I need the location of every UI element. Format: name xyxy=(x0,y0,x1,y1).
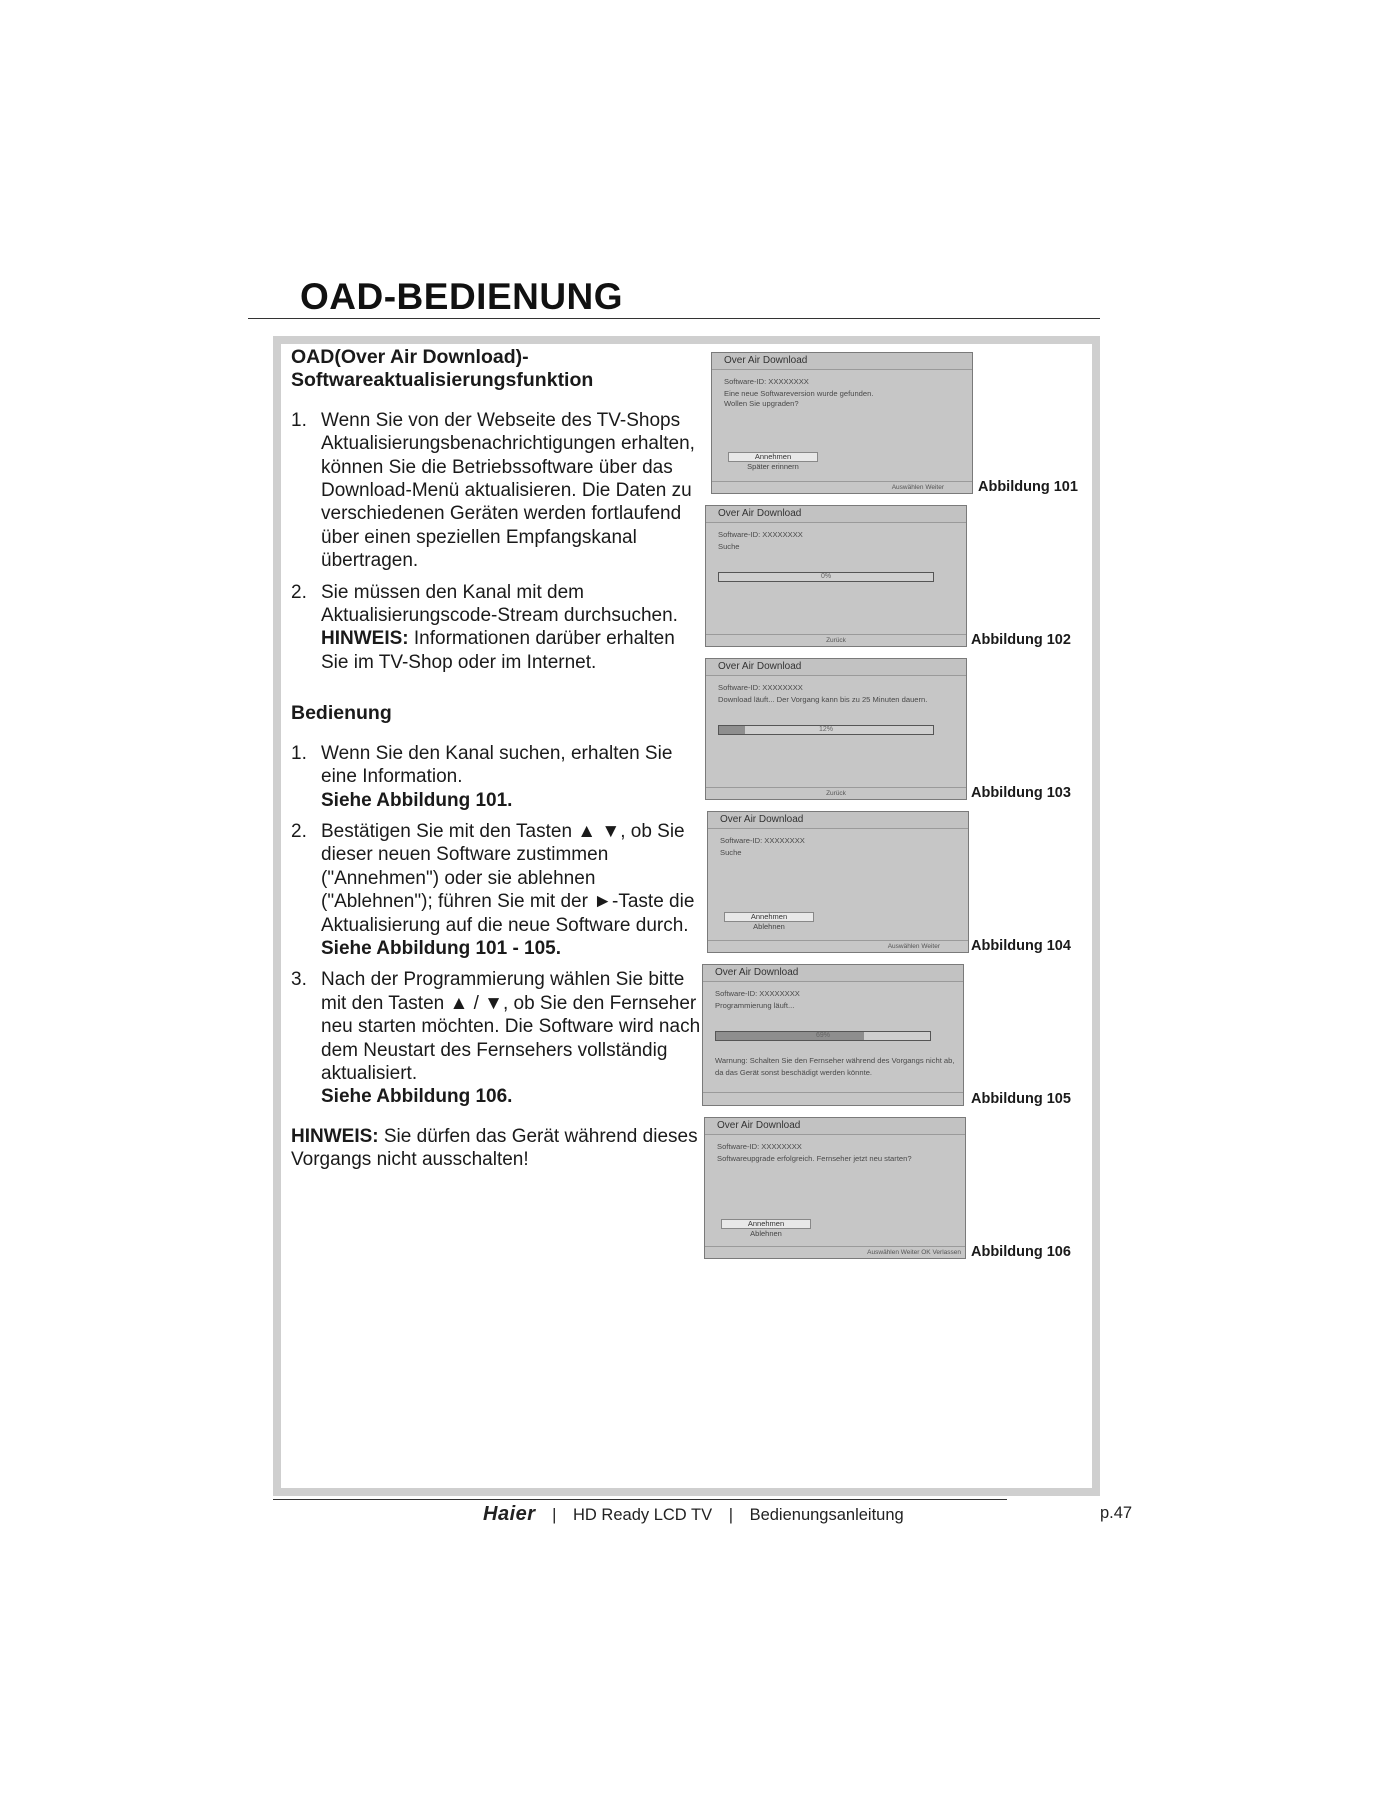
intro-heading: OAD(Over Air Download)- Softwareaktualisierungsfunktion xyxy=(291,346,594,392)
decline-button[interactable]: Ablehnen xyxy=(753,922,785,931)
oad-screen-104: Over Air Download Software-ID: XXXXXXXX Suche Annehmen Ablehnen Auswählen Weiter xyxy=(707,811,969,953)
screen-header: Over Air Download xyxy=(703,965,963,982)
footer-divider xyxy=(273,1499,1007,1500)
oad-screen-105: Over Air Download Software-ID: XXXXXXXX Programmierung läuft... 69% Warnung: Schalten Sie den Fernseher während des Vorgangs nicht ab, da das Gerät sonst beschädigt werden könnte. xyxy=(702,964,964,1106)
screen-header: Over Air Download xyxy=(706,659,966,676)
warning-text: Warnung: Schalten Sie den Fernseher während des Vorgangs nicht ab, da das Gerät sonst beschädigt werden könnte. xyxy=(715,1056,955,1077)
oad-screen-106: Over Air Download Software-ID: XXXXXXXX Softwareupgrade erfolgreich. Fernseher jetzt neu starten? Annehmen Ablehnen Auswählen Weiter OK Verlassen xyxy=(704,1117,966,1259)
oad-screen-101: Over Air Download Software-ID: XXXXXXXX Eine neue Softwareversion wurde gefunden. Wollen Sie upgraden? Annehmen Später erinnern Auswählen Weiter xyxy=(711,352,973,494)
note-label: HINWEIS: xyxy=(321,628,409,650)
intro-list xyxy=(291,409,701,674)
figure-reference: Siehe Abbildung 101. xyxy=(321,789,513,811)
progress-bar: 12% xyxy=(718,725,934,735)
page-title: OAD-BEDIENUNG xyxy=(300,276,624,317)
screen-footer: Auswählen Weiter xyxy=(712,481,972,493)
progress-bar: 0% xyxy=(718,572,934,582)
title-divider xyxy=(248,318,1100,319)
product-name: HD Ready LCD TV xyxy=(573,1506,713,1524)
figure-caption: Abbildung 104 xyxy=(971,938,1071,954)
decline-button[interactable]: Ablehnen xyxy=(750,1229,782,1238)
progress-bar: 69% xyxy=(715,1031,931,1041)
list-item: 2. Sie müssen den Kanal mit dem Aktualisierungscode-Stream durchsuchen. HINWEIS: Informationen darüber erhalten Sie im TV-Shop oder im Internet. xyxy=(291,581,678,673)
remind-later-button[interactable]: Später erinnern xyxy=(747,462,799,471)
list-item: 3. Nach der Programmierung wählen Sie bitte mit den Tasten ▲ / ▼, ob Sie den Fernseher neu starten möchten. Die Software wird nach dem Neustart des Fernsehers vollständig aktualisiert. Siehe Abbildung 106. xyxy=(291,969,701,1108)
operation-heading: Bedienung xyxy=(291,702,392,725)
screen-header: Over Air Download xyxy=(705,1118,965,1135)
list-item: 1. Wenn Sie den Kanal suchen, erhalten Sie eine Information. Siehe Abbildung 101. xyxy=(291,742,673,811)
screen-header: Over Air Download xyxy=(706,506,966,523)
final-note: HINWEIS: Sie dürfen das Gerät während dieses Vorgangs nicht ausschalten! xyxy=(291,1125,698,1171)
oad-screen-102: Over Air Download Software-ID: XXXXXXXX Suche 0% Zurück xyxy=(705,505,967,647)
accept-button[interactable]: Annehmen xyxy=(721,1219,811,1229)
screen-header: Over Air Download xyxy=(708,812,968,829)
accept-button[interactable]: Annehmen xyxy=(724,912,814,922)
accept-button[interactable]: Annehmen xyxy=(728,452,818,462)
figure-caption: Abbildung 106 xyxy=(971,1244,1071,1260)
page-number: p.47 xyxy=(1100,1504,1133,1522)
text-column xyxy=(291,346,701,1172)
brand-logo: Haier xyxy=(483,1503,536,1525)
screen-footer: Auswählen Weiter xyxy=(708,940,968,952)
list-item: 2. Bestätigen Sie mit den Tasten ▲ ▼, ob Sie dieser neuen Software zustimmen ("Annehmen") oder sie ablehnen ("Ablehnen"); führen Sie mit der ►-Taste die Aktualisierung auf die neue Software durch. Siehe Abbildung 101 - 105. xyxy=(291,820,695,959)
operation-list xyxy=(291,742,701,1109)
figure-caption: Abbildung 102 xyxy=(971,632,1071,648)
figure-caption: Abbildung 101 xyxy=(978,479,1078,495)
back-hint: Zurück xyxy=(706,787,966,799)
footer: Haier | HD Ready LCD TV | Bedienungsanleitung xyxy=(483,1503,904,1525)
figure-reference: Siehe Abbildung 101 - 105. xyxy=(321,937,562,959)
screen-divider xyxy=(703,1092,963,1093)
list-item: 1. Wenn Sie von der Webseite des TV-Shops Aktualisierungsbenachrichtigungen erhalten, können Sie die Betriebssoftware über das Download-Menü aktualisieren. Die Daten zu verschiedenen Geräten werden fortlaufend über einen speziellen Empfangskanal übertragen. xyxy=(291,409,695,572)
figure-caption: Abbildung 103 xyxy=(971,785,1071,801)
back-hint: Zurück xyxy=(706,634,966,646)
screen-header: Over Air Download xyxy=(712,353,972,370)
figure-caption: Abbildung 105 xyxy=(971,1091,1071,1107)
screen-footer: Auswählen Weiter OK Verlassen xyxy=(705,1246,965,1258)
figure-reference: Siehe Abbildung 106. xyxy=(321,1086,513,1108)
manual-name: Bedienungsanleitung xyxy=(749,1506,904,1524)
oad-screen-103: Over Air Download Software-ID: XXXXXXXX Download läuft... Der Vorgang kann bis zu 25 Minuten dauern. 12% Zurück xyxy=(705,658,967,800)
